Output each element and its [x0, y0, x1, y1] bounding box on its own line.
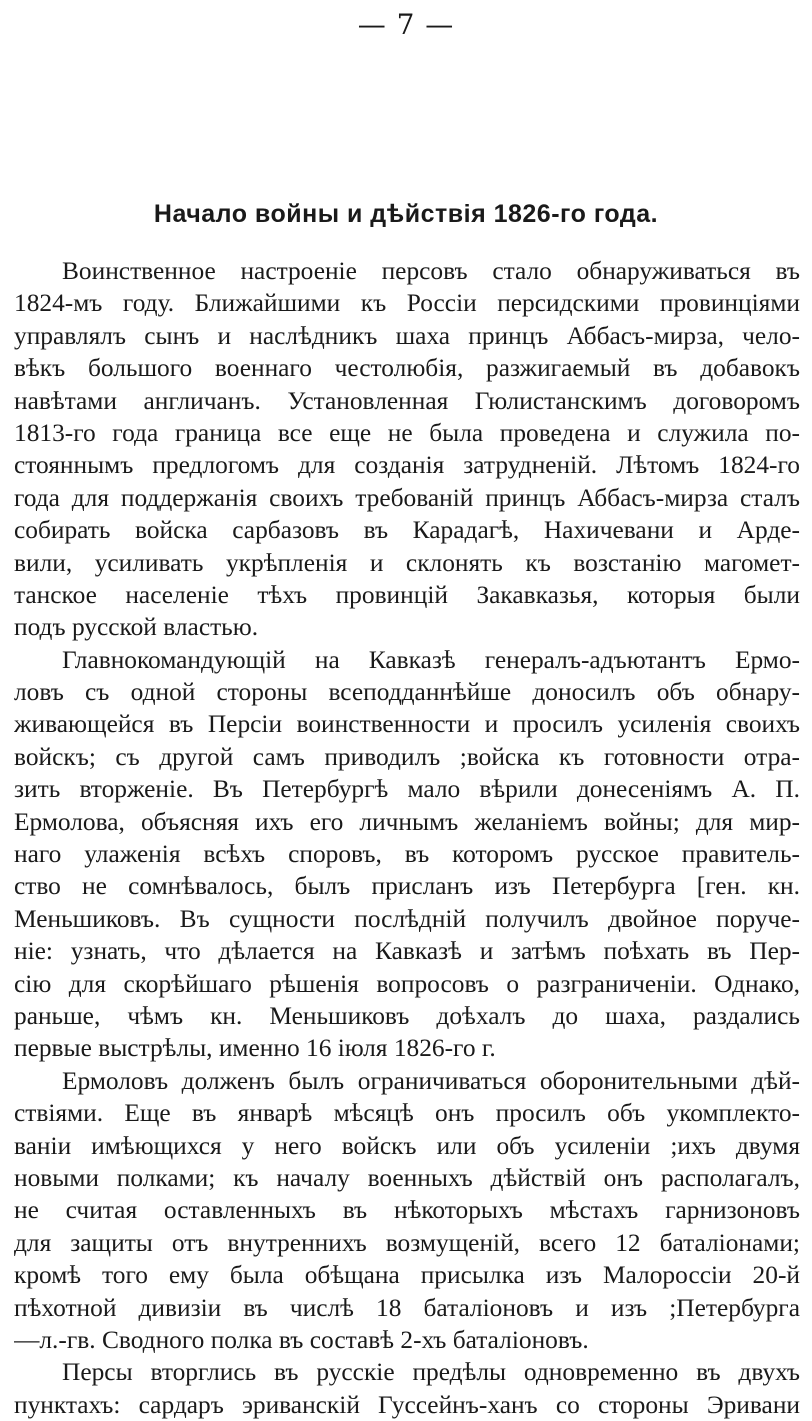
text-line: раньше, чѣмъ кн. Меньшиковъ доѣхалъ до шаха, раздались: [14, 1001, 800, 1030]
text-line: наго улаженія всѣхъ споровъ, въ которомъ русское правитель-: [14, 840, 800, 869]
paragraph-3: [14, 1065, 800, 1357]
text-line: —л.-гв. Сводного полка въ составѣ 2-хъ баталіоновъ.: [14, 1325, 589, 1354]
text-line: 1813-го года граница все еще не была проведена и служила по-: [14, 418, 800, 447]
page-number: — 7 —: [357, 8, 455, 41]
body-text: [14, 255, 800, 1421]
paragraph-4: [14, 1356, 800, 1421]
text-line: кромѣ того ему была обѣщана присылка изъ Малороссіи 20-й: [14, 1261, 800, 1290]
text-line: Меньшиковъ. Въ сущности послѣдній получилъ двойное поруче-: [14, 904, 800, 933]
text-line: Персы вторглись въ русскіе предѣлы одновременно въ двухъ: [62, 1358, 800, 1387]
text-line: для защиты отъ внутреннихъ возмущеній, всего 12 баталіонами;: [14, 1228, 800, 1257]
paragraph-2: [14, 644, 800, 1065]
text-line: ство не сомнѣвалось, былъ присланъ изъ Петербурга [ген. кн.: [14, 872, 800, 901]
text-line: подъ русской властью.: [14, 613, 259, 642]
text-line: зить вторженіе. Въ Петербургѣ мало вѣрили донесеніямъ А. П.: [14, 775, 800, 804]
text-line: 1824-мъ году. Ближайшими къ Россіи персидскими провинціями: [14, 289, 800, 318]
text-line: Ермоловъ долженъ былъ ограничиваться оборонительными дѣй-: [62, 1066, 800, 1095]
text-line: пунктахъ: сардаръ эриванскій Гуссейнъ-ханъ со стороны Эривани: [14, 1390, 800, 1419]
text-line: года для поддержанія своихъ требованій принцъ Аббасъ-мирза сталъ: [14, 483, 800, 512]
text-line: пѣхотной дивизіи въ числѣ 18 баталіоновъ и изъ ;Петербурга: [14, 1293, 800, 1322]
text-line: вили, усиливать укрѣпленія и склонять къ возстанію магомет-: [14, 548, 800, 577]
text-line: управлялъ сынъ и наслѣдникъ шаха принцъ Аббасъ-мирза, чело-: [14, 321, 800, 350]
text-line: танское населеніе тѣхъ провинцій Закавказья, которыя были: [14, 580, 800, 609]
text-line: войскъ; съ другой самъ приводилъ ;войска къ готовности отра-: [14, 742, 800, 771]
chapter-heading: Начало войны и дѣйствія 1826-го года.: [153, 200, 659, 228]
text-line: ваніи имѣющихся у него войскъ или объ усиленіи ;ихъ двумя: [14, 1131, 800, 1160]
text-line: сію для скорѣйшаго рѣшенія вопросовъ о разграниченіи. Однако,: [14, 969, 800, 998]
text-line: Ермолова, объясняя ихъ его личнымъ желаніемъ войны; для мир-: [14, 807, 800, 836]
text-line: не считая оставленныхъ въ нѣкоторыхъ мѣстахъ гарнизоновъ: [14, 1196, 800, 1225]
text-line: Воинственное настроеніе персовъ стало обнаруживаться въ: [62, 257, 800, 285]
text-line: навѣтами англичанъ. Установленная Гюлистанскимъ договоромъ: [14, 386, 800, 415]
text-line: новыми полками; къ началу военныхъ дѣйствій онъ располагалъ,: [14, 1163, 800, 1192]
text-line: первые выстрѣлы, именно 16 іюля 1826-го г.: [14, 1034, 496, 1063]
text-line: стояннымъ предлогомъ для созданія затрудненій. Лѣтомъ 1824-го: [14, 451, 800, 480]
text-line: ствіями. Еще въ январѣ мѣсяцѣ онъ просилъ объ укомплекто-: [14, 1099, 800, 1128]
text-line: ніе: узнать, что дѣлается на Кавказѣ и затѣмъ поѣхать въ Пер-: [14, 937, 800, 966]
paragraph-1: [14, 255, 800, 644]
text-line: ловъ съ одной стороны всеподданнѣйше доносилъ объ обнару-: [14, 678, 800, 707]
text-line: живающейся въ Персіи воинственности и просилъ усиленія своихъ: [14, 710, 800, 739]
text-line: Главнокомандующій на Кавказѣ генералъ-адъютантъ Ермо-: [62, 645, 800, 674]
text-line: собирать войска сарбазовъ въ Карадагѣ, Нахичевани и Арде-: [14, 516, 800, 545]
text-line: вѣкъ большого военнаго честолюбія, разжигаемый въ добавокъ: [14, 354, 800, 383]
